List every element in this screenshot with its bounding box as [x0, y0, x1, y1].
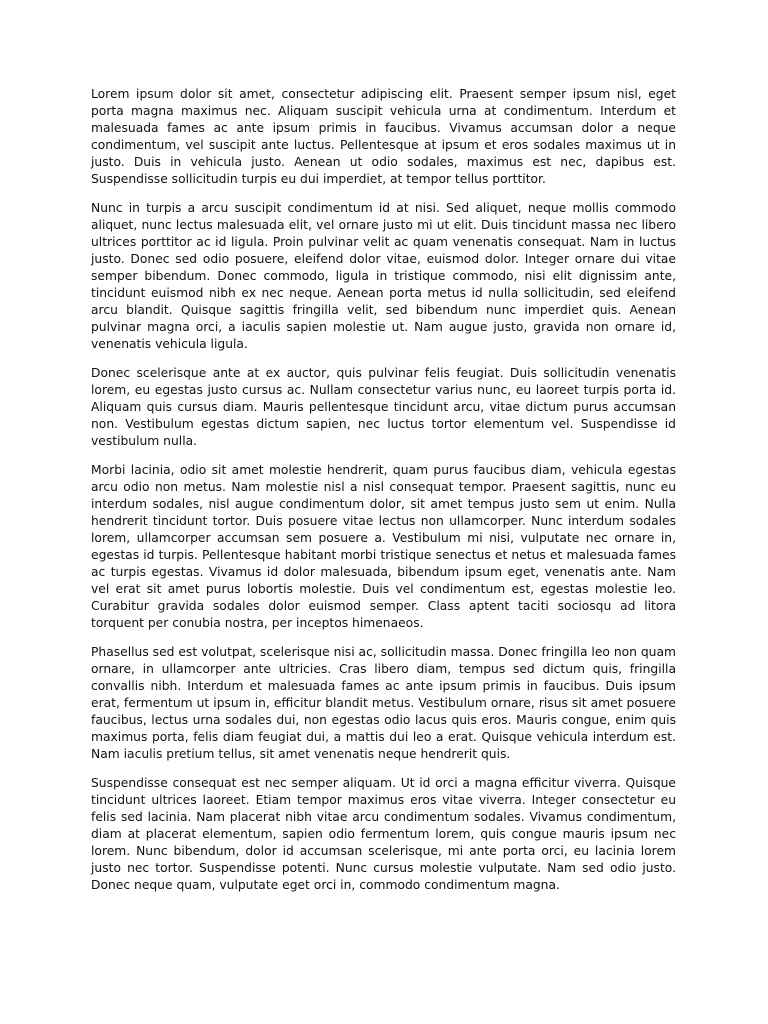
paragraph-3: Donec scelerisque ante at ex auctor, quis pulvinar felis feugiat. Duis sollicitudin venenatis lorem, eu egestas justo cursus ac. Nullam consectetur varius nunc, eu laoreet turpis porta id. Aliquam quis cursus diam. Mauris pellentesque tincidunt arcu, vitae dictum purus accumsan non. Vestibulum egestas dictum sapien, nec luctus tortor elementum vel. Suspendisse id vestibulum nulla. — [91, 366, 676, 448]
document-page — [91, 86, 676, 906]
paragraph-1: Lorem ipsum dolor sit amet, consectetur adipiscing elit. Praesent semper ipsum nisl, eget porta magna maximus nec. Aliquam suscipit vehicula urna at condimentum. Interdum et malesuada fames ac ante ipsum primis in faucibus. Vivamus accumsan dolor a neque condimentum, vel suscipit ante luctus. Pellentesque at ipsum et eros sodales maximus ut in justo. Duis in vehicula justo. Aenean ut odio sodales, maximus est nec, dapibus est. Suspendisse sollicitudin turpis eu dui imperdiet, at tempor tellus porttitor. — [91, 87, 676, 186]
paragraph-6: Suspendisse consequat est nec semper aliquam. Ut id orci a magna efficitur viverra. Quisque tincidunt ultrices laoreet. Etiam tempor maximus eros vitae viverra. Integer consectetur eu felis sed lacinia. Nam placerat nibh vitae arcu condimentum sodales. Vivamus condimentum, diam at placerat elementum, sapien odio fermentum lorem, quis congue mauris ipsum nec lorem. Nunc bibendum, dolor id accumsan scelerisque, mi ante porta orci, eu lacinia lorem justo nec tortor. Suspendisse potenti. Nunc cursus molestie vulputate. Nam sed odio justo. Donec neque quam, vulputate eget orci in, commodo condimentum magna. — [91, 776, 676, 892]
paragraph-5: Phasellus sed est volutpat, scelerisque nisi ac, sollicitudin massa. Donec fringilla leo non quam ornare, in ullamcorper ante ultricies. Cras libero diam, tempus sed dictum quis, fringilla convallis nibh. Interdum et malesuada fames ac ante ipsum primis in faucibus. Duis ipsum erat, fermentum ut ipsum in, efficitur blandit metus. Vestibulum ornare, risus sit amet posuere faucibus, lectus urna sodales dui, non egestas odio lacus quis eros. Mauris congue, enim quis maximus porta, felis diam feugiat dui, a mattis dui leo a erat. Quisque vehicula interdum est. Nam iaculis pretium tellus, sit amet venenatis neque hendrerit quis. — [91, 645, 676, 761]
paragraph-4: Morbi lacinia, odio sit amet molestie hendrerit, quam purus faucibus diam, vehicula egestas arcu odio non metus. Nam molestie nisl a nisl consequat tempor. Praesent sagittis, nunc eu interdum sodales, nisl augue condimentum dolor, sit amet tempus justo sem ut enim. Nulla hendrerit tincidunt tortor. Duis posuere vitae lectus non ullamcorper. Nunc interdum sodales lorem, ullamcorper accumsan sem posuere a. Vestibulum mi nisi, vulputate nec ornare in, egestas id turpis. Pellentesque habitant morbi tristique senectus et netus et malesuada fames ac turpis egestas. Vivamus id dolor malesuada, bibendum ipsum eget, venenatis ante. Nam vel erat sit amet purus lobortis molestie. Duis vel condimentum est, egestas molestie leo. Curabitur gravida sodales dolor euismod semper. Class aptent taciti sociosqu ad litora torquent per conubia nostra, per inceptos himenaeos. — [91, 463, 676, 630]
paragraph-2: Nunc in turpis a arcu suscipit condimentum id at nisi. Sed aliquet, neque mollis commodo aliquet, nunc lectus malesuada elit, vel ornare justo mi ut elit. Duis tincidunt massa nec libero ultrices porttitor ac id ligula. Proin pulvinar velit ac quam venenatis consequat. Nam in luctus justo. Donec sed odio posuere, eleifend dolor vitae, euismod dolor. Integer ornare dui vitae semper bibendum. Donec commodo, ligula in tristique commodo, nisi elit dignissim ante, tincidunt euismod nibh ex nec neque. Aenean porta metus id nulla sollicitudin, sed eleifend arcu blandit. Quisque sagittis fringilla velit, sed bibendum nunc imperdiet quis. Aenean pulvinar magna orci, a iaculis sapien molestie ut. Nam augue justo, gravida non ornare id, venenatis vehicula ligula. — [91, 201, 676, 351]
